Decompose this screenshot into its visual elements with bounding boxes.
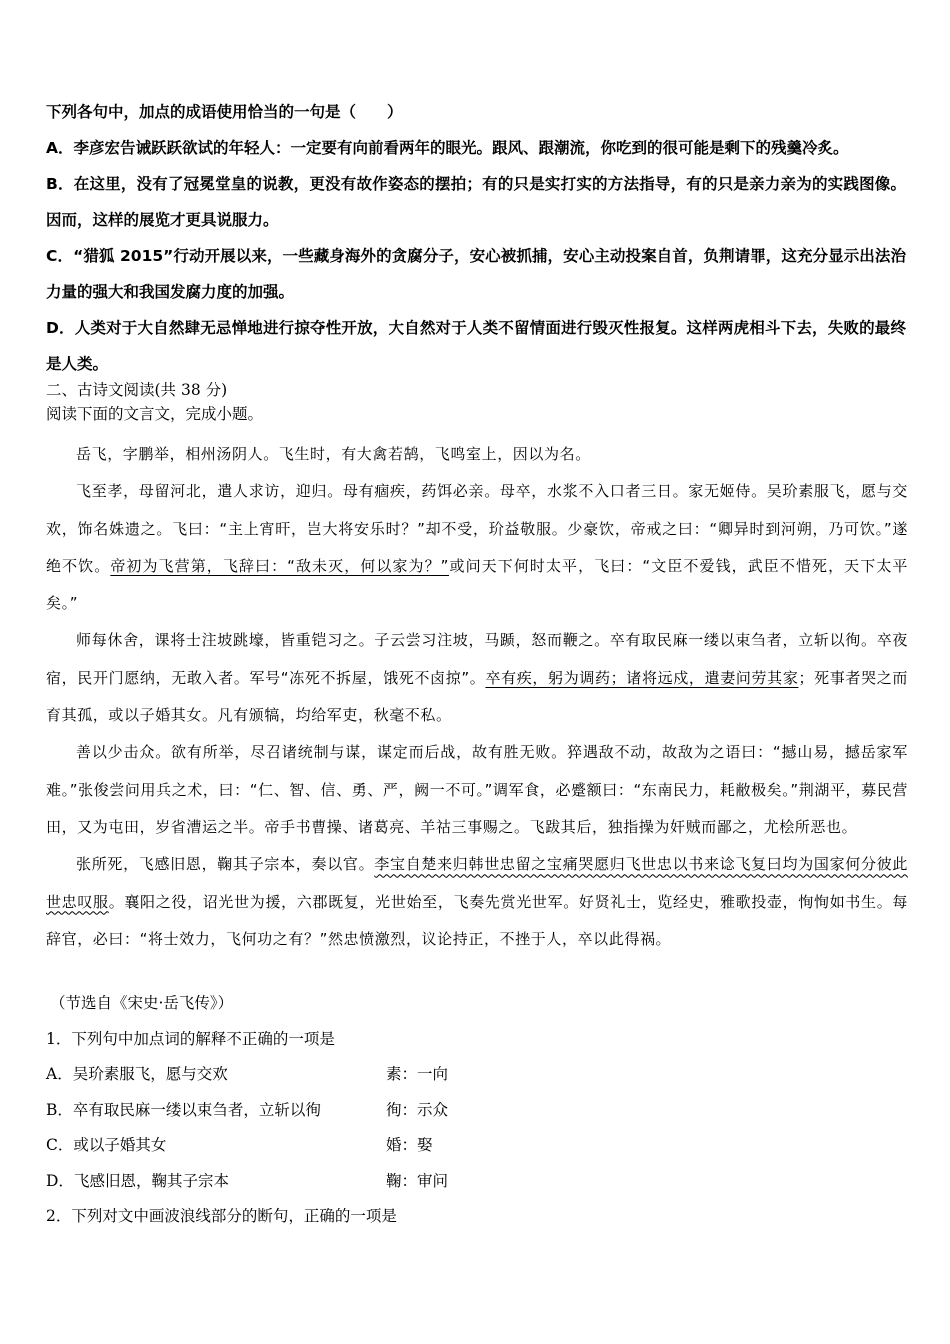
option-text: 卒有取民麻一缕以束刍者，立斩以徇	[72, 1100, 321, 1119]
option-label: C．	[46, 1136, 74, 1154]
option-gloss: 素：一向	[386, 1065, 449, 1083]
option-label: B．	[46, 1100, 73, 1119]
source-text: （节选自《宋史·岳飞传》）	[50, 994, 234, 1012]
option-label: A．	[46, 139, 74, 157]
option-text: “猎狐 2015”行动开展以来，一些藏身海外的贪腐分子，安心被抓捕，安心主动投案自首，负荆请罪，这充分显示出法治力量的强大和我国发腐力度的加强。	[46, 247, 906, 301]
q1-option-d	[46, 1164, 906, 1200]
passage-paragraph	[46, 473, 908, 622]
passage-text: 张所死，飞感旧恩，鞠其子宗本，奏以官。	[76, 855, 375, 874]
passage-text: 师每休舍，课将士注坡跳壕，皆重铠习之。子云尝习注坡，马踬，怒而鞭之。卒有取民麻一缕以束刍者，立斩以徇。卒夜宿，民开门愿纳，无敢入者。军号“冻死不拆屋，饿死不卤掠”。	[46, 631, 908, 687]
question-stem: 下列各句中，加点的成语使用恰当的一句是（ ）	[46, 103, 403, 121]
option-label: A．	[46, 1065, 73, 1083]
idiom-question	[46, 94, 906, 382]
sub-questions	[46, 986, 906, 1235]
q1-option-b	[46, 1093, 906, 1129]
q1-stem-text: 1．下列句中加点词的解释不正确的一项是	[46, 1029, 335, 1048]
underlined-sentence: 帝初为飞营第，飞辞曰：“敌未灭，何以家为？”	[110, 556, 450, 575]
option-d	[46, 310, 906, 382]
source-note	[46, 986, 906, 1022]
wavy-underlined-sentence: 李宝自楚来归韩世忠留之宝痛哭愿归飞世忠以书来谂飞复曰均为国家何分彼此世忠叹服	[46, 855, 909, 911]
q1-option-a	[46, 1057, 906, 1093]
option-label: D．	[46, 319, 75, 337]
option-text: 或以子婚其女	[73, 1136, 167, 1154]
q1-stem	[46, 1022, 906, 1058]
q1-option-c	[46, 1128, 906, 1164]
option-sentence	[46, 1128, 166, 1164]
option-gloss: 徇：示众	[386, 1100, 449, 1119]
passage-text: 或问天下何时太平，飞曰：“文臣不爱钱，武臣不惜死，天下太平矣。”	[46, 556, 908, 613]
passage-text: ；死事者哭之而育其孤，或以子婚其女。凡有颁犒，均给军吏，秋毫不私。	[46, 668, 908, 725]
option-a	[46, 130, 906, 166]
q2-stem	[46, 1199, 906, 1235]
section-heading: 二、古诗文阅读(共 38 分)	[46, 381, 228, 399]
option-sentence	[46, 1057, 228, 1093]
option-sentence	[46, 1093, 321, 1129]
passage-paragraph	[46, 622, 908, 734]
passage-text: 飞至孝，母留河北，遣人求访，迎归。母有痼疾，药饵必亲。母卒，水浆不入口者三日。家无姬侍。吴玠素服飞，愿与交欢，饰名姝遗之。飞曰：“主上宵旰，岂大将安乐时？”却不受，玠益敬服。少豪饮，帝戒之曰：“卿异时到河朔，乃可饮。”遂绝不饮。	[46, 482, 908, 575]
option-label: D．	[46, 1171, 74, 1190]
passage-paragraph	[46, 846, 908, 958]
classical-passage	[46, 436, 908, 958]
passage-text: 。襄阳之役，诏光世为援，六郡既复，光世始至，飞奏先赏光世军。好贤礼士，览经史，雅歌投壶，恂恂如书生。每辞官，必曰：“将士效力，飞何功之有？”然忠愤激烈，议论持正，不挫于人，卒以此得祸。	[46, 892, 908, 948]
option-text: 在这里，没有了冠冕堂皇的说教，更没有故作姿态的摆拍；有的只是实打实的方法指导，有的只是亲力亲为的实践图像。因而，这样的展览才更具说服力。	[46, 175, 906, 229]
option-c	[46, 238, 906, 310]
option-text: 人类对于大自然肆无忌惮地进行掠夺性开放，大自然对于人类不留情面进行毁灭性报复。这样两虎相斗下去，失败的最终是人类。	[46, 319, 906, 373]
option-gloss: 婚：娶	[386, 1136, 433, 1154]
q2-stem-text: 2．下列对文中画波浪线部分的断句，正确的一项是	[46, 1207, 397, 1225]
section-header	[46, 378, 906, 426]
option-label: C．	[46, 247, 74, 265]
option-label: B．	[46, 175, 74, 193]
underlined-sentence: 卒有疾，躬为调药；诸将远戍，遣妻问劳其家	[485, 668, 799, 687]
passage-paragraph: 善以少击众。欲有所举，尽召诸统制与谋，谋定而后战，故有胜无败。猝遇敌不动，故敌为之语曰：“撼山易，撼岳家军难。”张俊尝问用兵之术，曰：“仁、智、信、勇、严，阙一不可。”调军食，必蹙额曰：“东南民力，耗敝极矣。”荆湖平，募民营田，又为屯田，岁省漕运之半。帝手书曹操、诸葛亮、羊祜三事赐之。飞跋其后，独指操为奸贼而鄙之，尤桧所恶也。	[46, 743, 908, 836]
option-gloss: 鞠：审问	[386, 1171, 449, 1190]
option-text: 飞感旧恩，鞠其子宗本	[73, 1171, 229, 1190]
option-b	[46, 166, 906, 238]
option-text: 吴玠素服飞，愿与交欢	[72, 1065, 228, 1083]
option-text: 李彦宏告诫跃跃欲试的年轻人：一定要有向前看两年的眼光。跟风、跟潮流，你吃到的很可能是剩下的残羹冷炙。	[73, 139, 849, 157]
section-instruction: 阅读下面的文言文，完成小题。	[46, 405, 264, 423]
passage-paragraph: 岳飞，字鹏举，相州汤阴人。飞生时，有大禽若鹄，飞鸣室上，因以为名。	[76, 445, 591, 463]
option-sentence	[46, 1164, 229, 1200]
